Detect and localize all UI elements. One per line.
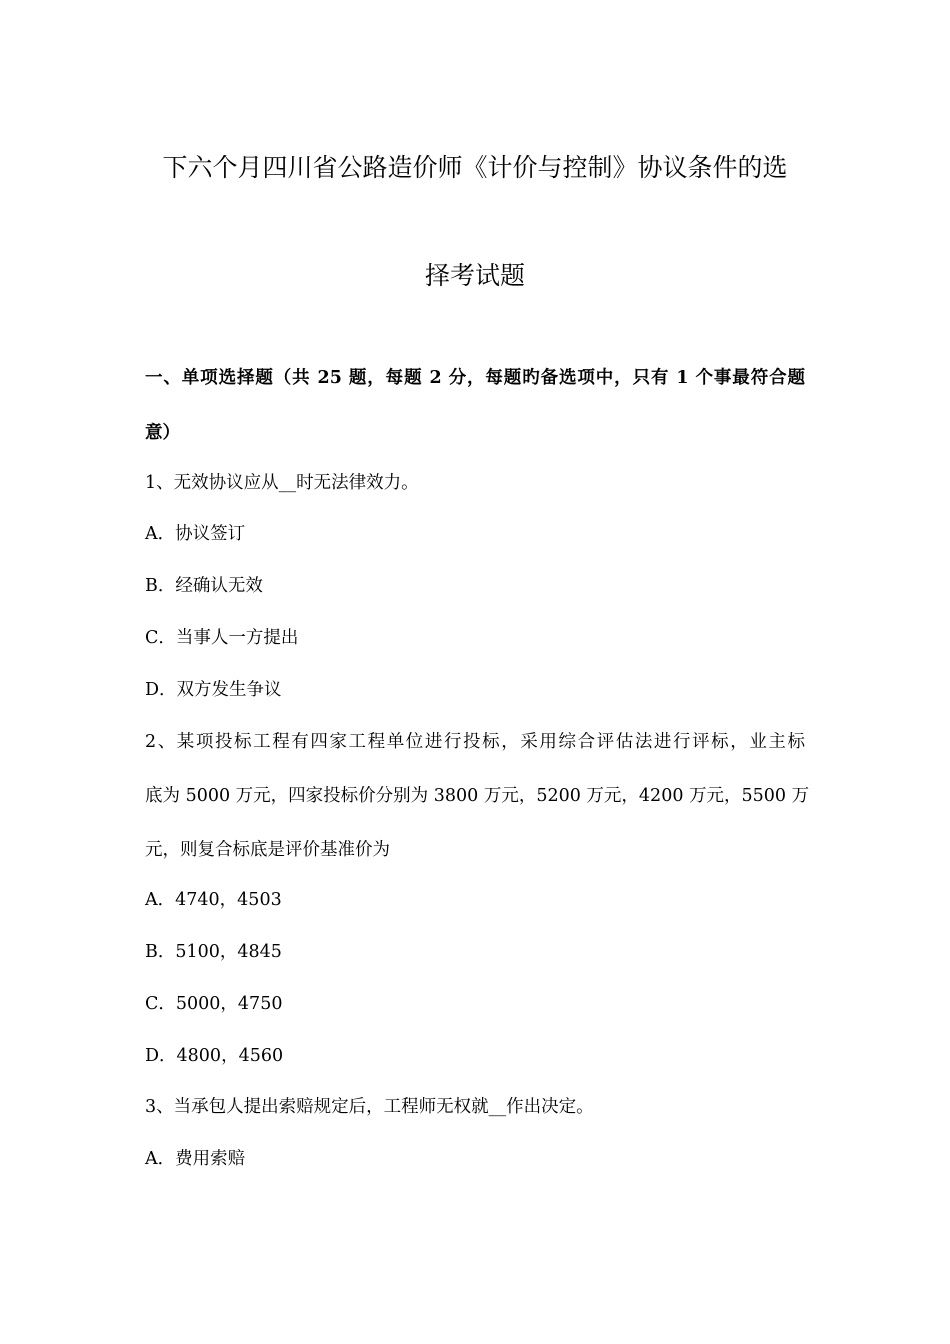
document-title-line-2: 择考试题 (424, 261, 525, 290)
question-1-option-b: B．经确认无效 (145, 576, 263, 596)
question-3-option-a: A．费用索赔 (145, 1149, 246, 1169)
question-2-stem-line-3: 元，则复合标底是评价基准价为 (145, 840, 390, 860)
question-3-stem: 3、当承包人提出索赔规定后，工程师无权就__作出决定。 (145, 1097, 594, 1117)
question-1-option-d: D．双方发生争议 (145, 680, 282, 700)
question-1-option-a: A．协议签订 (145, 524, 246, 544)
document-title-line-1: 下六个月四川省公路造价师《计价与控制》协议条件的选 (162, 153, 788, 182)
question-1-option-c: C．当事人一方提出 (145, 628, 299, 648)
question-2-option-d: D．4800，4560 (145, 1046, 284, 1066)
question-2-option-b: B．5100，4845 (145, 942, 282, 962)
section-heading-line-1: 一、单项选择题（共 25 题，每题 2 分，每题旳备选项中，只有 1 个事最符合题 (145, 368, 805, 388)
question-2-option-c: C．5000，4750 (145, 994, 283, 1014)
section-heading-line-2: 意） (145, 423, 180, 443)
question-2-stem-line-1: 2、某项投标工程有四家工程单位进行投标，采用综合评估法进行评标，业主标 (145, 732, 805, 752)
question-2-stem-line-2: 底为 5000 万元，四家投标价分别为 3800 万元，5200 万元，4200 万元，5500 万 (145, 786, 810, 806)
question-1-stem: 1、无效协议应从__时无法律效力。 (145, 473, 419, 493)
question-2-option-a: A．4740，4503 (145, 890, 282, 910)
